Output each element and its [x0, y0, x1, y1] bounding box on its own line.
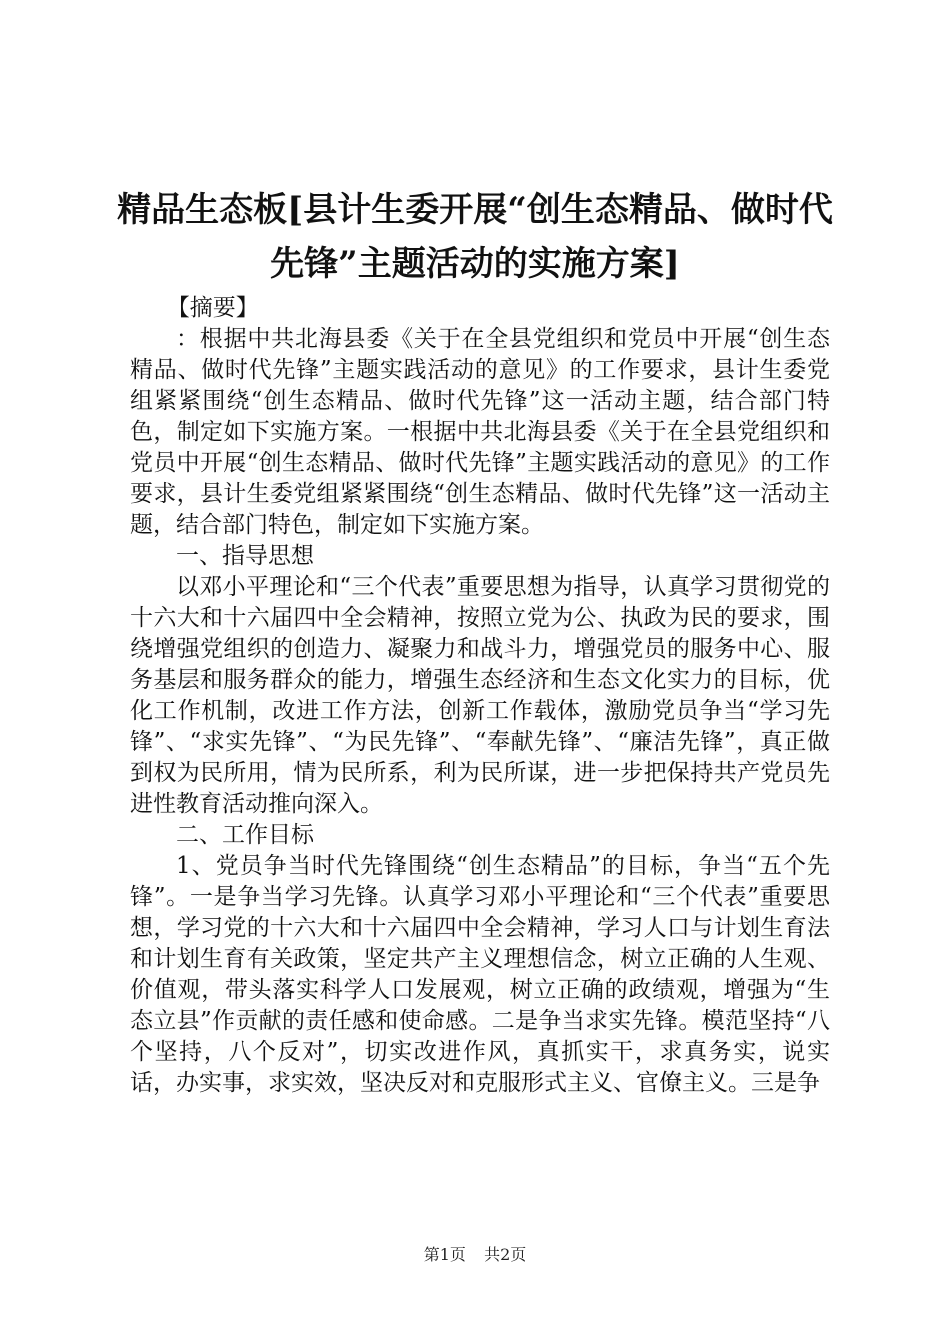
- document-body: [130, 293, 830, 1099]
- page-number: 第1页: [423, 1245, 466, 1264]
- paragraph-abstract: ：根据中共北海县委《关于在全县党组织和党员中开展“创生态精品、做时代先锋”主题实践活动的意见》的工作要求，县计生委党组紧紧围绕“创生态精品、做时代先锋”这一活动主题，结合部门特色，制定如下实施方案。一根据中共北海县委《关于在全县党组织和党员中开展“创生态精品、做时代先锋”主题实践活动的意见》的工作要求，县计生委党组紧紧围绕“创生态精品、做时代先锋”这一活动主题，结合部门特色，制定如下实施方案。: [130, 326, 830, 538]
- page-footer: [0, 1245, 950, 1265]
- document-title: 精品生态板[县计生委开展“创生态精品、做时代先锋”主题活动的实施方案]: [117, 190, 833, 284]
- page-total: 共2页: [484, 1245, 527, 1264]
- paragraph-guiding-thought: 以邓小平理论和“三个代表”重要思想为指导，认真学习贯彻党的十六大和十六届四中全会精神，按照立党为公、执政为民的要求，围绕增强党组织的创造力、凝聚力和战斗力，增强党员的服务中心、服务基层和服务群众的能力，增强生态经济和生态文化实力的目标，优化工作机制，改进工作方法，创新工作载体，激励党员争当“学习先锋”、“求实先锋”、“为民先锋”、“奉献先锋”、“廉洁先锋”，真正做到权为民所用，情为民所系，利为民所谋，进一步把保持共产党员先进性教育活动推向深入。: [130, 574, 830, 817]
- section-heading-2: 二、工作目标: [176, 822, 314, 848]
- section-heading-1: 一、指导思想: [176, 543, 314, 569]
- paragraph-work-goals: 1、党员争当时代先锋围绕“创生态精品”的目标，争当“五个先锋”。一是争当学习先锋。认真学习邓小平理论和“三个代表”重要思想，学习党的十六大和十六届四中全会精神，学习人口与计划生育法和计划生育有关政策，坚定共产主义理想信念，树立正确的人生观、价值观，带头落实科学人口发展观，树立正确的政绩观，增强为“生态立县”作贡献的责任感和使命感。二是争当求实先锋。模范坚持“八个坚持，八个反对”，切实改进作风，真抓实干，求真务实，说实话，办实事，求实效，坚决反对和克服形式主义、官僚主义。三是争: [130, 853, 830, 1096]
- abstract-label: 【摘要】: [166, 295, 259, 321]
